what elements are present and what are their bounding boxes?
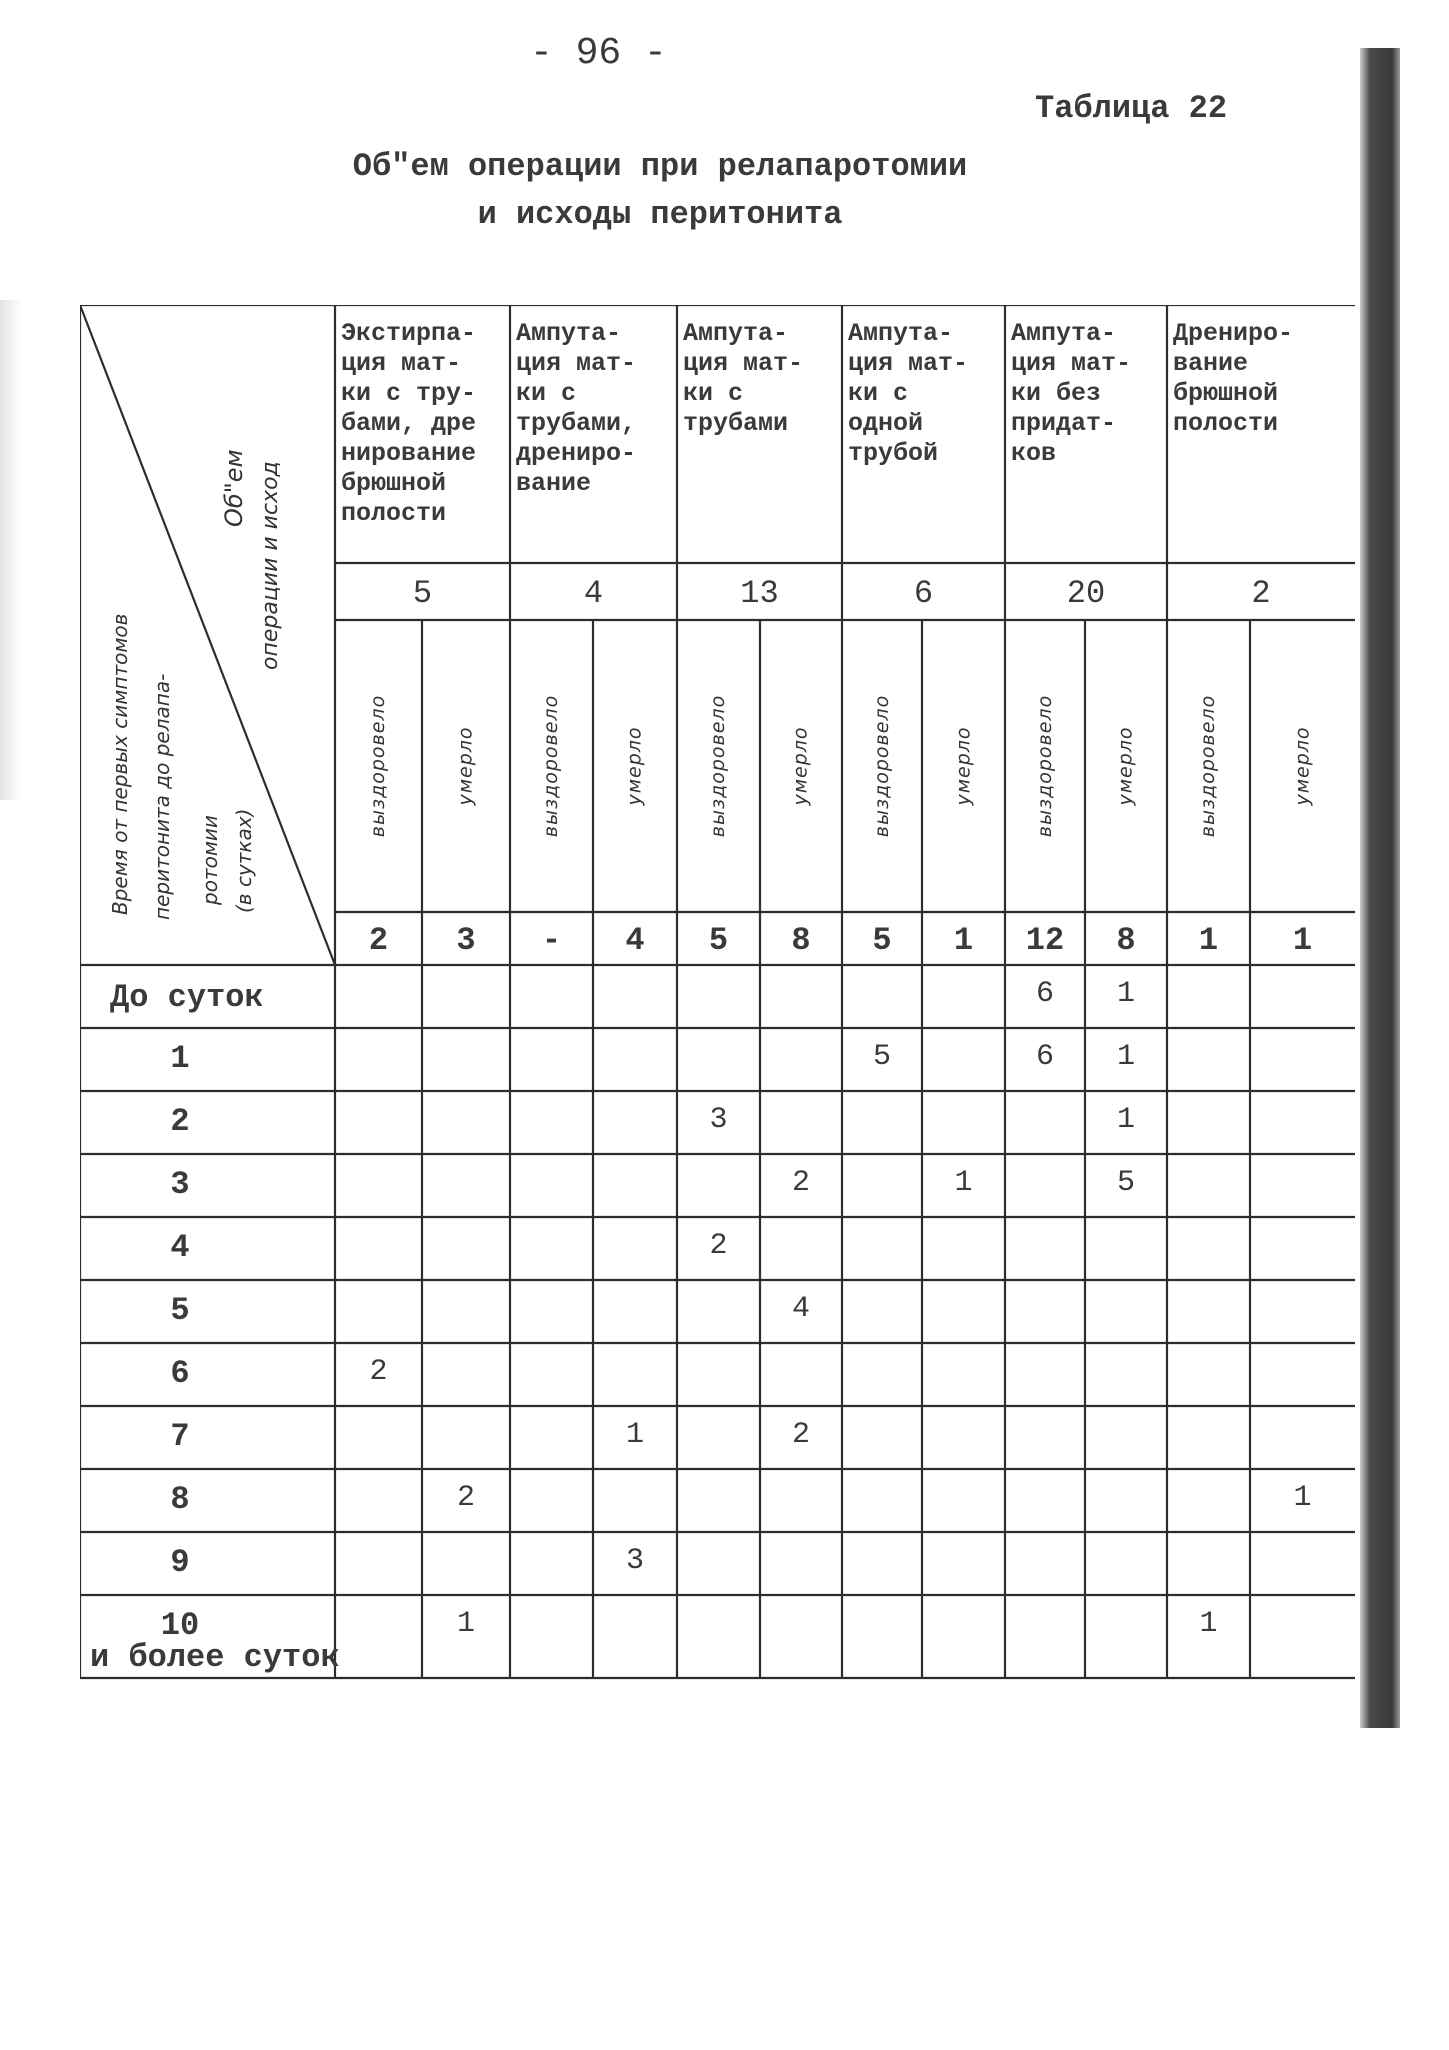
outcome-died-label: умерло [1114,726,1137,806]
procedure-header-line: трубами, [516,409,637,438]
procedure-header-line: Дрениро- [1173,319,1294,348]
procedure-header-line: брюшной [1173,379,1279,408]
procedure-count: 20 [1066,575,1106,612]
table-cell: 2 [791,1166,810,1200]
row-label: 3 [170,1166,190,1203]
procedure-header-line: вание [1173,349,1249,378]
procedure-header-line: Ампута- [516,319,622,348]
table-cell: 5 [872,1040,891,1074]
outcome-recovered-label: выздоровело [871,694,893,838]
row-label: 5 [170,1292,190,1329]
procedure-header-line: Ампута- [848,319,954,348]
row-label: 7 [170,1418,190,1455]
table-cell: 5 [1116,1166,1135,1200]
outcome-subheader [760,620,842,912]
outcome-subheader [422,620,510,912]
page-number: - 96 - [530,32,667,75]
outcome-died-label: умерло [952,726,975,806]
corner-caption-bottom-1: Время от первых симптомов [108,613,132,915]
procedure-header [848,319,1001,469]
outcome-died-label: умерло [789,726,812,806]
outcome-recovered-label: выздоровело [1034,694,1056,838]
row-label: 2 [170,1103,190,1140]
table-cell: 1 [456,1607,475,1641]
procedure-header-line: дрениро- [516,439,637,468]
procedure-header-line: бами, дре [341,409,477,438]
outcome-total: 1 [953,922,974,959]
procedure-header [683,319,838,439]
outcome-total: 5 [872,922,892,959]
procedure-header-line: брюшной [341,469,447,498]
table-cell: 1 [1116,977,1135,1011]
table-title-line-2: и исходы перитонита [477,196,843,233]
corner-caption-bottom-4: (в сутках) [232,808,256,913]
table-cell: 2 [791,1418,810,1452]
table-cell: 6 [1035,1040,1054,1074]
outcome-subheader [842,620,922,912]
procedure-count: 6 [913,575,934,612]
procedure-count: 4 [583,575,604,612]
procedure-header-line: Экстирпа- [341,319,477,348]
corner-caption-top-2: операции и исход [258,461,283,670]
table-cell: 6 [1035,977,1054,1011]
row-label: 4 [170,1229,190,1266]
outcome-subheader [1085,620,1167,912]
outcome-died-label: умерло [454,726,477,806]
row-label: До суток [110,979,264,1016]
outcome-subheader [1250,620,1355,912]
outcome-subheader [510,620,593,912]
outcome-total: 4 [625,922,645,959]
outcome-subheader [593,620,677,912]
table-cell: 3 [709,1103,728,1137]
procedure-header-line: Ампута- [1011,319,1117,348]
table-cell: 1 [625,1418,644,1452]
row-label-continuation: и более суток [90,1639,340,1676]
outcome-total: 5 [708,922,729,959]
procedure-count: 2 [1251,575,1271,612]
table-cell: 1 [1293,1481,1312,1515]
table-cell: 1 [1199,1607,1218,1641]
outcomes-table [80,305,1355,1700]
procedure-header-line: ция мат- [516,349,637,378]
row-label: 6 [170,1355,190,1392]
outcome-died-label: умерло [1291,726,1314,806]
procedure-header-line: придат- [1011,409,1117,438]
outcome-total: 1 [1198,922,1219,959]
procedure-header-line: ция мат- [1011,349,1132,378]
procedure-count: 5 [412,575,433,612]
row-label: 9 [170,1544,190,1581]
table-cell: 2 [369,1355,388,1389]
procedure-header-line: ция мат- [683,349,804,378]
procedure-header-line: ция мат- [848,349,969,378]
procedure-header-line: ки с [683,379,744,408]
row-label: 10 [160,1607,200,1644]
outcome-subheader [1167,620,1250,912]
table-cell: 1 [1116,1040,1135,1074]
table-cell: 3 [625,1544,644,1578]
procedure-header [1173,319,1351,439]
procedure-count: 13 [740,575,779,612]
procedure-header-line: трубой [848,439,939,468]
outcome-recovered-label: выздоровело [540,694,563,838]
scan-shadow-left [0,300,22,800]
procedure-header [341,319,506,529]
outcome-total: 12 [1025,922,1065,959]
outcome-total: 2 [368,922,389,959]
table-cell: 2 [709,1229,728,1263]
procedure-header-line: трубами [683,409,789,438]
table-label: Таблица 22 [1035,90,1228,127]
row-label: 8 [170,1481,190,1518]
procedure-header-line: ки без [1011,379,1102,408]
table-cell: 1 [954,1166,973,1200]
outcome-subheader [335,620,422,912]
table-cell: 2 [456,1481,475,1515]
procedure-header-line: полости [1173,409,1279,438]
row-label: 1 [170,1040,190,1077]
procedure-header-line: полости [341,499,447,528]
outcome-died-label: умерло [623,726,646,806]
table-cell: 4 [791,1292,810,1326]
outcome-total: - [541,922,562,959]
table-cell: 1 [1116,1103,1135,1137]
procedure-header-line: ков [1011,439,1057,468]
procedure-header-line: ки с тру- [341,379,477,408]
outcome-total: 3 [456,922,476,959]
procedure-header-line: вание [516,469,592,498]
outcome-recovered-label: выздоровело [707,694,730,838]
procedure-header [1011,319,1163,469]
outcome-total: 1 [1292,922,1313,959]
corner-caption-top: Об"ем [220,449,248,527]
outcome-subheader [677,620,760,912]
outcome-subheader [1005,620,1085,912]
outcome-subheader [922,620,1005,912]
procedure-header-line: ки с [516,379,577,408]
outcome-recovered-label: выздоровело [367,694,390,838]
scan-edge-right [1360,48,1400,1728]
outcome-total: 8 [791,922,811,959]
procedure-header-line: ция мат- [341,349,462,378]
procedure-header-line: Ампута- [683,319,789,348]
table-title-line-1: Об"ем операции при релапаротомии [352,148,968,185]
corner-caption-bottom-3: ротомии [198,815,222,905]
outcome-total: 8 [1116,922,1136,959]
procedure-header-line: ки с [848,379,909,408]
procedure-header-line: одной [848,409,924,438]
corner-caption-bottom-2: перитонита до релапа- [150,673,174,920]
procedure-header [516,319,673,499]
procedure-header-line: нирование [341,439,477,468]
outcome-recovered-label: выздоровело [1197,694,1220,838]
